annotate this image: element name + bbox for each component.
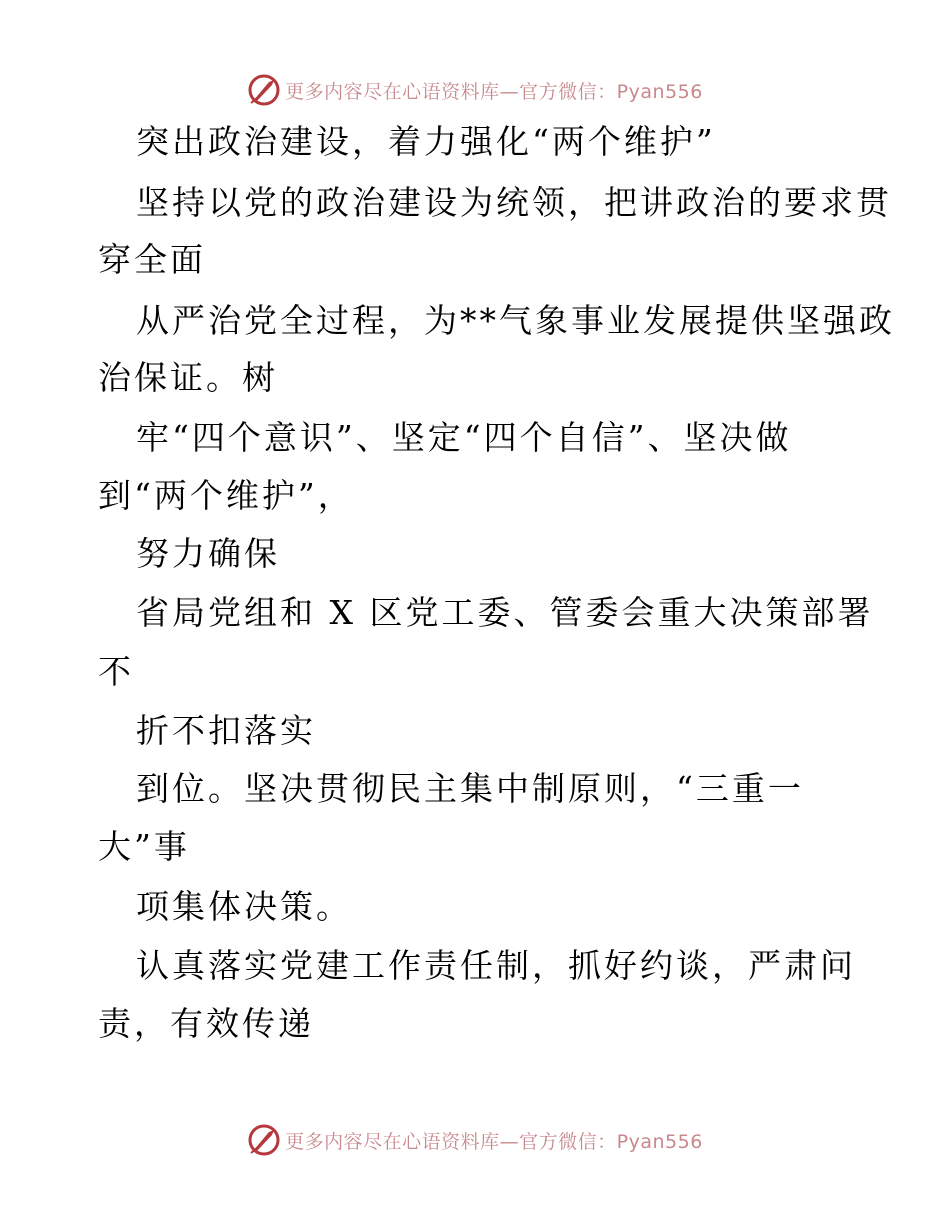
paragraph-line: 不 bbox=[98, 652, 134, 691]
header-banner bbox=[0, 70, 950, 110]
paragraph-line: 坚持以党的政治建设为统领，把讲政治的要求贯 bbox=[136, 183, 892, 222]
paragraph-line: 折不扣落实 bbox=[136, 711, 316, 750]
paragraph-line: 责，有效传递 bbox=[98, 1004, 314, 1043]
paragraph-line: 突出政治建设，着力强化“两个维护” bbox=[136, 122, 716, 161]
banner-text: 更多内容尽在心语资料库—官方微信：Pyan556 bbox=[285, 1130, 703, 1153]
quill-pen-logo-icon bbox=[247, 73, 281, 107]
banner-text: 更多内容尽在心语资料库—官方微信：Pyan556 bbox=[285, 80, 703, 103]
paragraph-line: 项集体决策。 bbox=[136, 887, 352, 926]
paragraph-line: 省局党组和 X 区党工委、管委会重大决策部署 bbox=[136, 593, 874, 632]
paragraph-line: 从严治党全过程，为**气象事业发展提供坚强政 bbox=[136, 301, 895, 340]
paragraph-line: 努力确保 bbox=[136, 534, 280, 573]
paragraph-line: 治保证。树 bbox=[98, 358, 278, 397]
paragraph-line: 到位。坚决贯彻民主集中制原则，“三重一 bbox=[136, 769, 804, 808]
footer-banner bbox=[0, 1120, 950, 1160]
paragraph-line: 大”事 bbox=[98, 827, 190, 866]
paragraph-line: 到“两个维护”， bbox=[98, 476, 354, 515]
quill-pen-logo-icon bbox=[247, 1123, 281, 1157]
paragraph-line: 穿全面 bbox=[98, 240, 206, 279]
paragraph-line: 认真落实党建工作责任制，抓好约谈，严肃问 bbox=[136, 946, 856, 985]
paragraph-line: 牢“四个意识”、坚定“四个自信”、坚决做 bbox=[136, 418, 792, 457]
